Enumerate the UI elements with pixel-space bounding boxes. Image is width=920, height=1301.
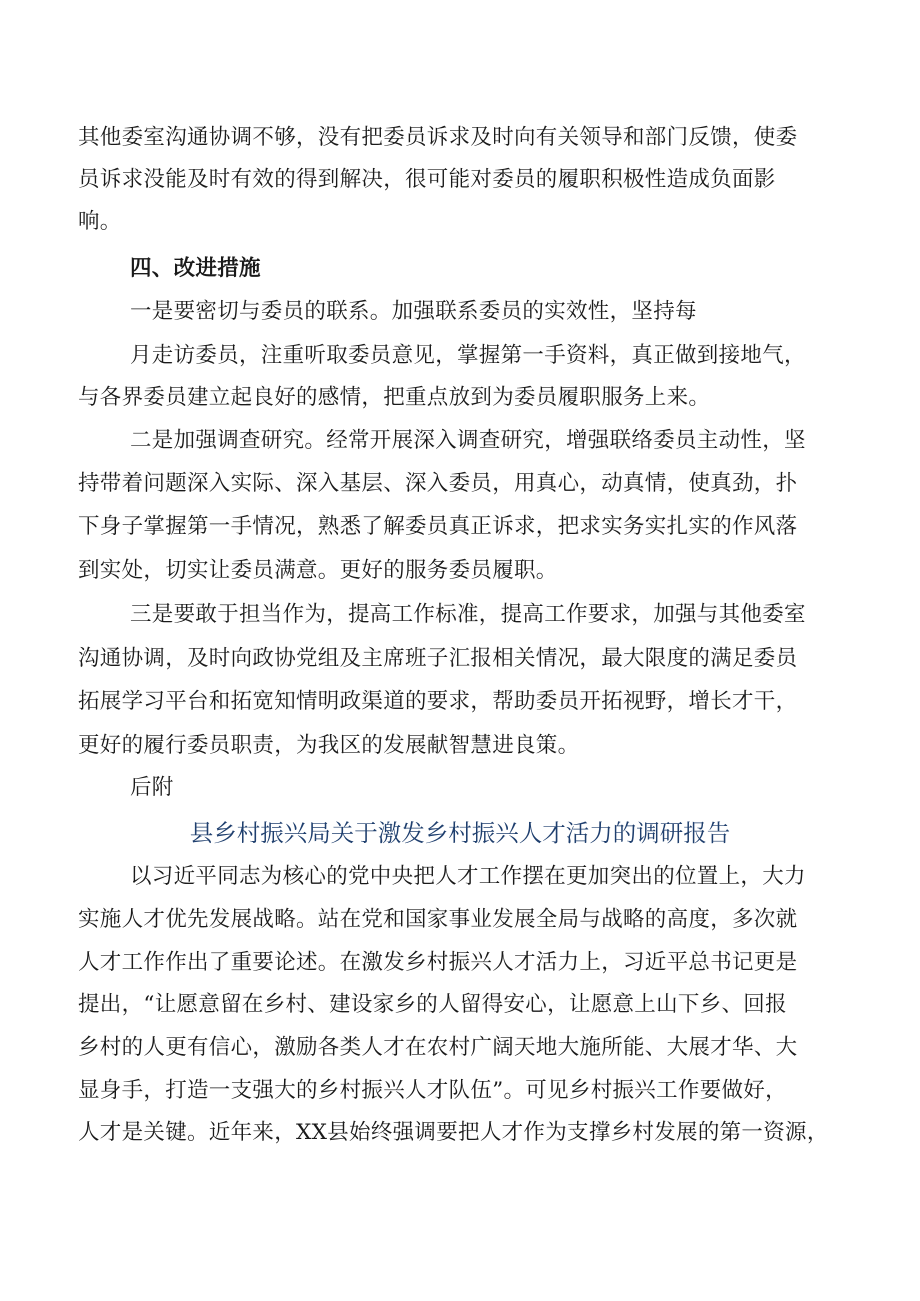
text-line: 更好的履行委员职责，为我区的发展献智慧进良策。 xyxy=(78,733,580,758)
report-title: 县乡村振兴局关于激发乡村振兴人才活力的调研报告 xyxy=(189,819,731,847)
text-line: 与各界委员建立起良好的感情，把重点放到为委员履职服务上来。 xyxy=(78,385,711,410)
text-line: 乡村的人更有信心，激励各类人才在农村广阔天地大施所能、大展才华、大 xyxy=(78,1035,798,1060)
text-line: 月走访委员，注重听取委员意见，掌握第一手资料，真正做到接地气， xyxy=(130,343,806,368)
text-line: 显身手，打造一支强大的乡村振兴人才队伍”。可见乡村振兴工作要做好， xyxy=(78,1078,787,1103)
text-line: 人才是关键。近年来，XX县始终强调要把人才作为支撑乡村发展的第一资源， xyxy=(78,1120,829,1145)
text-line: 响。 xyxy=(78,209,122,234)
text-line: 其他委室沟通协调不够，没有把委员诉求及时向有关领导和部门反馈，使委 xyxy=(78,125,798,150)
text-line: 员诉求没能及时有效的得到解决，很可能对委员的履职积极性造成负面影 xyxy=(78,167,776,192)
text-line: 拓展学习平台和拓宽知情明政渠道的要求，帮助委员开拓视野，增长才干， xyxy=(78,689,798,714)
text-line: 三是要敢于担当作为，提高工作标准，提高工作要求，加强与其他委室 xyxy=(130,602,806,627)
section-heading: 四、改进措施 xyxy=(130,256,261,281)
text-line: 人才工作作出了重要论述。在激发乡村振兴人才活力上，习近平总书记更是 xyxy=(78,950,798,975)
appendix-label: 后附 xyxy=(130,775,174,800)
text-line: 沟通协调，及时向政协党组及主席班子汇报相关情况，最大限度的满足委员 xyxy=(78,646,798,671)
text-line: 提出，“让愿意留在乡村、建设家乡的人留得安心，让愿意上山下乡、回报 xyxy=(78,992,787,1017)
text-line: 以习近平同志为核心的党中央把人才工作摆在更加突出的位置上，大力 xyxy=(130,864,806,889)
text-line: 实施人才优先发展战略。站在党和国家事业发展全局与战略的高度，多次就 xyxy=(78,907,798,932)
text-line: 一是要密切与委员的联系。加强联系委员的实效性，坚持每 xyxy=(130,299,697,324)
text-line: 持带着问题深入实际、深入基层、深入委员，用真心，动真情，使真劲，扑 xyxy=(78,471,798,496)
text-line: 到实处，切实让委员满意。更好的服务委员履职。 xyxy=(78,558,558,583)
text-line: 下身子掌握第一手情况，熟悉了解委员真正诉求，把求实务实扎实的作风落 xyxy=(78,514,798,539)
text-line: 二是加强调查研究。经常开展深入调查研究，增强联络委员主动性，坚 xyxy=(130,428,806,453)
